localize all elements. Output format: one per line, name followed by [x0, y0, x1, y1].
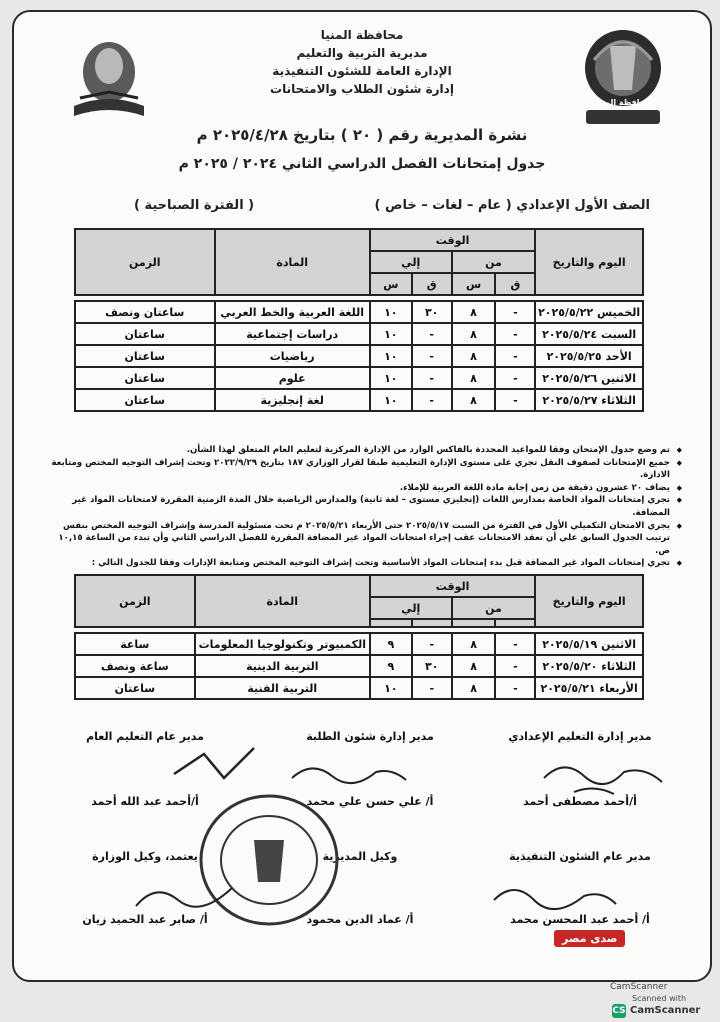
row-from-hours: ٨ — [452, 345, 496, 367]
row-duration: ساعة ونصف — [75, 655, 195, 677]
note-item: ◆ جميع الإمتحانات لصفوف النقل تجري على مستوى الإدارة التعليمية طبقا لقرار الوزاري ١٨٧ بتاريخ ٢٠٢٢/٩/٢٩ وتحت إشراف التوجيه المختص ومتابعة الادارة. — [42, 457, 682, 482]
row-to-hours: ١٠ — [370, 323, 412, 345]
table-row — [75, 301, 643, 323]
row-date: الخميس ٢٠٢٥/٥/٢٢ — [535, 301, 643, 323]
signature-scribble-icon — [484, 870, 624, 920]
header-subject: المادة — [215, 229, 370, 295]
row-from-minutes: - — [495, 345, 535, 367]
header-to: إلي — [370, 597, 452, 619]
row-to-hours: ١٠ — [370, 677, 412, 699]
signature-name: أ/ علي حسن علي محمد — [306, 795, 434, 808]
table-row — [75, 655, 643, 677]
table-row — [75, 345, 643, 367]
signature-title: وكيل المديرية — [322, 850, 398, 863]
row-subject: التربية الفنية — [195, 677, 370, 699]
header-from-hours: س — [452, 273, 496, 295]
row-date: الثلاثاء ٢٠٢٥/٥/٢٠ — [535, 655, 643, 677]
signature-name: أ/ صابر عبد الحميد زيان — [82, 913, 208, 926]
row-date: الأحد ٢٠٢٥/٥/٢٥ — [535, 345, 643, 367]
row-duration: ساعتان — [75, 677, 195, 699]
row-from-hours: ٨ — [452, 677, 496, 699]
camscanner-scanned-with: Scanned with — [632, 994, 687, 1003]
signature-scribble-icon — [124, 870, 244, 930]
row-subject: علوم — [215, 367, 370, 389]
row-from-minutes: - — [495, 633, 535, 655]
signature-title: مدير إدارة التعليم الإعدادي — [508, 730, 652, 743]
note-item: ◆ تم وضع جدول الإمتحان وفقا للمواعيد المحددة بالفاكس الوارد من الإدارة المركزية لتعليم العام المتعلق لهذا الشأن. — [42, 444, 682, 457]
header-day-date: اليوم والتاريخ — [535, 575, 643, 627]
row-from-minutes: - — [495, 389, 535, 411]
row-date: الأربعاء ٢٠٢٥/٥/٢١ — [535, 677, 643, 699]
row-duration: ساعتان — [75, 345, 215, 367]
row-to-minutes: - — [412, 345, 452, 367]
row-from-hours: ٨ — [452, 323, 496, 345]
row-from-minutes: - — [495, 367, 535, 389]
exam-table-main — [74, 228, 644, 412]
grade-title: الصف الأول الإعدادي ( عام – لغات – خاص ) — [374, 198, 650, 213]
camscanner-top-label: CamScanner — [610, 982, 668, 992]
row-from-hours: ٨ — [452, 367, 496, 389]
row-subject: التربية الدينية — [195, 655, 370, 677]
row-subject: رياضيات — [215, 345, 370, 367]
row-duration: ساعتان — [75, 389, 215, 411]
signature-name: أ/أحمد مصطفى أحمد — [523, 795, 637, 808]
watermark-badge: صدى مصر — [554, 930, 625, 947]
governorate-name: محافظة المنيا — [320, 28, 404, 42]
row-duration: ساعة — [75, 633, 195, 655]
note-item: ◆ تجري إمتحانات المواد غير المضافة قبل بدء إمتحانات المواد الأساسية وتحت إشراف التوجيه المختص ومتابعة الإدارات وفقا للجدول التالي : — [42, 557, 682, 570]
signature-title: مدير إدارة شئون الطلبة — [306, 730, 434, 743]
row-from-hours: ٨ — [452, 633, 496, 655]
row-to-hours: ١٠ — [370, 367, 412, 389]
note-item: ◆ تجري إمتحانات المواد الخاصة بمدارس اللغات (إنجليزي مستوى – لغة ثانية) والمدارس الرياضية خلال المدة الزمنية المقررة لامتحانات المواد غير المضافة. — [42, 494, 682, 519]
row-from-minutes: - — [495, 301, 535, 323]
table-row — [75, 677, 643, 699]
row-from-hours: ٨ — [452, 301, 496, 323]
table-row — [75, 367, 643, 389]
header-from: من — [452, 597, 536, 619]
row-to-hours: ١٠ — [370, 345, 412, 367]
row-to-hours: ١٠ — [370, 301, 412, 323]
row-from-hours: ٨ — [452, 655, 496, 677]
signature-name: أ/ عماد الدين محمود — [306, 913, 414, 926]
row-subject: اللغة العربية والخط العربي — [215, 301, 370, 323]
table-row — [75, 633, 643, 655]
signature-title: مدير عام التعليم العام — [86, 730, 204, 743]
signature-name: أ/أحمد عبد الله أحمد — [91, 795, 199, 808]
row-duration: ساعتان — [75, 367, 215, 389]
signature-title: مدير عام الشئون التنفيذية — [509, 850, 651, 863]
signature-scribble-icon — [534, 748, 674, 808]
header-from: من — [452, 251, 536, 273]
signature-name: أ/ أحمد عبد المحسن محمد — [510, 913, 650, 926]
row-to-hours: ١٠ — [370, 389, 412, 411]
department-name: الإدارة العامة للشئون التنفيذية — [272, 64, 452, 78]
row-to-hours: ٩ — [370, 655, 412, 677]
logo-caption: محافظة المنيا — [595, 98, 651, 107]
row-from-minutes: - — [495, 655, 535, 677]
note-item: ◆ يضاف ٢٠ عشرون دقيقة من زمن إجابة مادة اللغة العربية للإملاء. — [42, 482, 682, 495]
section-name: إدارة شئون الطلاب والامتحانات — [270, 82, 454, 96]
header-subject: المادة — [195, 575, 370, 627]
signature-scribble-icon — [164, 734, 274, 794]
row-subject: الكمبيوتر وتكنولوجيا المعلومات — [195, 633, 370, 655]
row-subject: دراسات إجتماعية — [215, 323, 370, 345]
exam-table-non-added — [74, 574, 644, 700]
row-from-hours: ٨ — [452, 389, 496, 411]
row-duration: ساعتان — [75, 323, 215, 345]
header-to: إلي — [370, 251, 452, 273]
row-to-hours: ٩ — [370, 633, 412, 655]
row-to-minutes: - — [412, 389, 452, 411]
row-from-minutes: - — [495, 677, 535, 699]
table-row — [75, 323, 643, 345]
header-to-minutes: ق — [412, 273, 452, 295]
header-time: الوقت — [370, 575, 535, 597]
row-to-minutes: - — [412, 367, 452, 389]
header-day-date: اليوم والتاريخ — [535, 229, 643, 295]
row-to-minutes: ٣٠ — [412, 301, 452, 323]
row-duration: ساعتان ونصف — [75, 301, 215, 323]
document-sheet — [12, 10, 712, 982]
header-to-hours: س — [370, 273, 412, 295]
row-to-minutes: - — [412, 323, 452, 345]
bulletin-title: نشرة المديرية رقم ( ٢٠ ) بتاريخ ٢٠٢٥/٤/٢٨ م — [196, 126, 528, 144]
schedule-title: جدول إمتحانات الفصل الدراسي الثاني ٢٠٢٤ / ٢٠٢٥ م — [178, 156, 546, 172]
directorate-name: مديرية التربية والتعليم — [296, 46, 428, 60]
signature-title: يعتمد، وكيل الوزارة — [92, 850, 198, 863]
row-from-minutes: - — [495, 323, 535, 345]
row-to-minutes: ٣٠ — [412, 655, 452, 677]
camscanner-brand: CamScanner — [630, 1005, 701, 1016]
period-title: ( الفترة الصباحية ) — [134, 198, 255, 213]
row-date: السبت ٢٠٢٥/٥/٢٤ — [535, 323, 643, 345]
row-date: الثلاثاء ٢٠٢٥/٥/٢٧ — [535, 389, 643, 411]
row-to-minutes: - — [412, 633, 452, 655]
notes-list — [42, 444, 682, 570]
header-from-minutes: ق — [495, 273, 535, 295]
header-duration: الزمن — [75, 229, 215, 295]
row-subject: لغة إنجليزية — [215, 389, 370, 411]
header-time: الوقت — [370, 229, 535, 251]
row-to-minutes: - — [412, 677, 452, 699]
row-date: الاثنين ٢٠٢٥/٥/١٩ — [535, 633, 643, 655]
note-item: ◆ يجري الامتحان التكميلي الأول في الفترة من السبت ٢٠٢٥/٥/١٧ حتى الأربعاء ٢٠٢٥/٥/٢١ م تحت مسئولية المدرسة وإشراف التوجيه المختص بنفس ترتيب الجدول السابق علي أن تعقد الامتحانات عقب إجراء امتحانات المواد غير المضافة المقررة للفصل الدراسي الثاني وأن تبدء من الساعة ١٠,١٥ ص. — [42, 520, 682, 558]
signature-scribble-icon — [284, 754, 414, 794]
camscanner-logo-icon: CS — [612, 1006, 626, 1016]
table-row — [75, 389, 643, 411]
row-date: الاثنين ٢٠٢٥/٥/٢٦ — [535, 367, 643, 389]
header-duration: الزمن — [75, 575, 195, 627]
